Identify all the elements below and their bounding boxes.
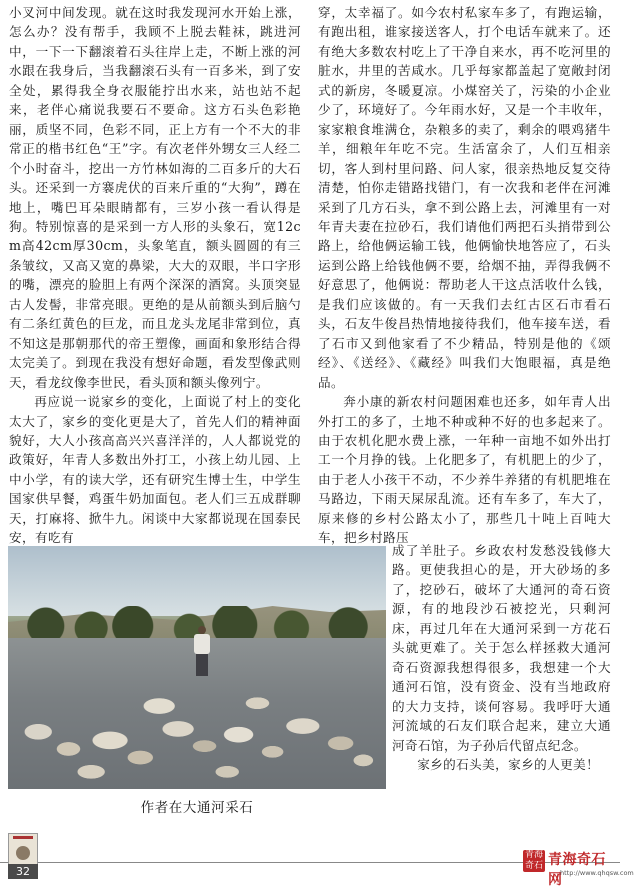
paragraph: 家乡的石头美，家乡的人更美！ [417,756,600,772]
article-column-left [9,3,301,548]
river-photo [8,546,386,789]
paragraph: 穿，太幸福了。如今农村私家车多了，有跑运输，有跑出租，谁家接送客人，打个电话车就来了。还有绝大多数农村吃上了干净自来水，再不吃河里的脏水，井里的苦咸水。几乎每家都盖起了宽敞封闭式的新房，冬暖夏凉。小煤窑关了，污染的小企业少了，环境好了。今年雨水好，又是一个丰收年，家家粮食堆满仓，杂粮多的卖了，剩余的喂鸡猪牛羊，细粮年年吃不完。生活富余了，人们互相亲切，客人到村里问路、问人家，很亲热地反复交待清楚，怕你走错路找错门，有一次我和老伴在河滩采到了几方石头，拿不到公路上去，河滩里有一对年青夫妻在拉砂石，我们请他们两把石头捎带到公路上，给他俩运输工钱，他俩愉快地答应了，石头运到公路上给钱他俩不要，给烟不抽，弄得我俩不好意思了，他俩说：帮助老人干这点活收什么钱，是我们应该做的。有一天我们去红古区石市看石头，石友牛俊昌热情地接待我们，他车接车送，看了石市又到他家看了不少精品，特别是他的《颂经》、《送经》、《藏经》叫我们大饱眼福，真是绝品。 [318,5,611,390]
paragraph: 成了羊肚子。乡政农村发愁没钱修大路。更使我担心的是，开大砂场的多了，挖砂石，破坏了大通河的奇石资源，有的地段沙石被挖光，只剩河床，再过几年在大通河采到一方花石头就更难了。关于怎么样拯救大通河奇石资源我想得很多，我想建一个大通河石馆，没有资金、没有当地政府的大力支持，谈何容易。我呼吁大通河流域的石友们联合起来，建立大通河奇石馆，为子孙后代留点纪念。 [392,543,611,753]
site-logo-seal-icon: 青海奇石 [524,850,543,871]
magazine-thumbnail-icon [8,833,38,865]
photo-person [191,626,213,676]
photo-caption: 作者在大通河采石 [140,800,254,816]
paragraph: 再应说一说家乡的变化，上面说了村上的变化太大了，家乡的变化更是大了，首先人们的精神面貌好，大人小孩高高兴兴喜洋洋的，人人都说党的政策好，年青人多数出外打工，小孩上幼儿园、上中小学，有的读大学，还有研究生博士生，中学生国家供早餐，鸡蛋牛奶加面包。老人们三五成群聊天，打麻将、掀牛九。闲谈中大家都说现在国泰民安，有吃有 [9,394,301,546]
paragraph: 奔小康的新农村问题困难也还多，如年青人出外打工的多了，土地不种或种不好的也多起来了。由于农机化肥水费上涨，一年种一亩地不如外出打工一个月挣的钱。上化肥多了，有机肥上的少了，由于老人小孩干不动，不少养牛养猪的有机肥堆在马路边，下雨天屎尿乱流。还有车多了，车大了，原来修的乡村公路太小了，那些几十吨上百吨大车，把乡村路压 [318,394,611,546]
page-number: 32 [8,864,38,879]
article-column-right-bottom [392,541,611,774]
site-logo-text: 青海奇石网 [548,852,606,888]
article-column-right-top [318,3,611,548]
paragraph: 小叉河中间发现。就在这时我发现河水开始上涨，怎么办？没有帮手，我顾不上脱去鞋袜，跳进河中，一下一下翻滚着石头往岸上走，不断上涨的河水跟在我身后，当我翻滚石头有一百多米，到了安全处，累得我全身衣服能拧出水来，站也站不起来，老伴心痛说我要石不要命。这方石头色彩艳丽，质坚不同，色彩不同，正上方有一个不大的非常正的楷书红色“王”字。有次老伴外甥女三人经二个小时奋斗，挖出一方竹林如海的二百多斤的大石头。还采到一方褰虎伏的百来斤重的“大狗”，蹲在地上，嘴巴耳朵眼睛都有，三岁小孩一看认得是狗。特别惊喜的是采到一方人形的头象石，宽12cm高42cm厚30cm，头象笔直，额头圆圆的有三条皱纹，又高又宽的鼻梁，大大的双眼，半口字形的嘴，漂亮的脸胆上有两个深深的酒窝。头顶突显古人发髻，非常亮眼。更绝的是从前额头到后脑勺有二条红黄色的巨龙，而且龙头龙尾非常到位，真不知这是那朝那代的帝王塑像，画面和象形结合得太完美了。到现在我没有想好命题，看发型像武则天，看龙纹像李世民，看头顶和额头像列宁。 [9,5,301,390]
site-logo-url: http://www.qhqsw.com [560,869,634,877]
